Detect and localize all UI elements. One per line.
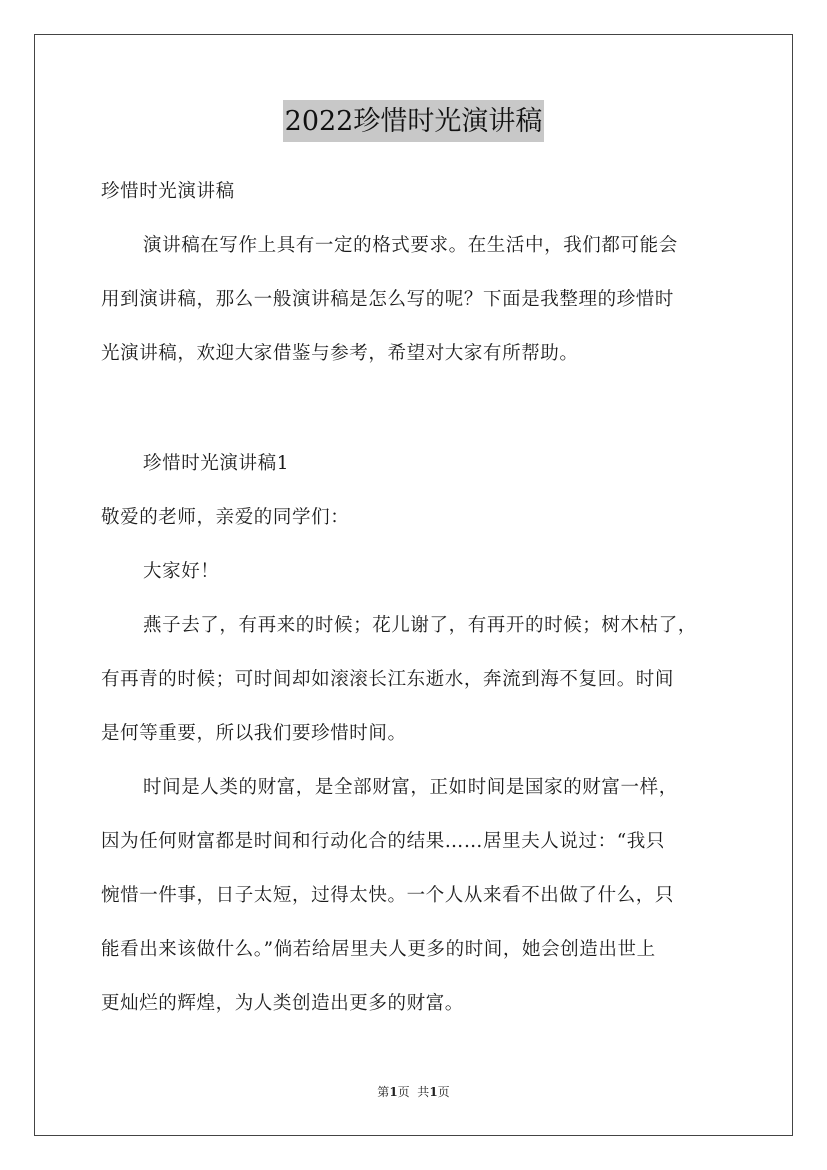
paragraph-line: 时间是人类的财富，是全部财富，正如时间是国家的财富一样，: [143, 777, 678, 798]
greeting: 大家好！: [143, 561, 220, 582]
footer-page-number: 1: [389, 1085, 398, 1099]
paragraph-line: 能看出来该做什么。”倘若给居里夫人更多的时间，她会创造出世上: [101, 939, 656, 960]
section-heading: 珍惜时光演讲稿1: [143, 453, 290, 474]
page-footer: [0, 1084, 827, 1100]
footer-mid: 页 共: [397, 1085, 430, 1099]
footer-suffix: 页: [437, 1085, 450, 1099]
paragraph-line: 因为任何财富都是时间和行动化合的结果……居里夫人说过：“我只: [101, 831, 665, 852]
intro-line: 光演讲稿，欢迎大家借鉴与参考，希望对大家有所帮助。: [101, 343, 579, 364]
paragraph-line: 有再青的时候；可时间却如滚滚长江东逝水，奔流到海不复回。时间: [101, 669, 675, 690]
title-container: [0, 100, 827, 142]
paragraph-line: 是何等重要，所以我们要珍惜时间。: [101, 723, 407, 744]
intro-line: 演讲稿在写作上具有一定的格式要求。在生活中，我们都可能会: [143, 235, 678, 256]
document-title: 2022珍惜时光演讲稿: [283, 100, 545, 142]
salutation: 敬爱的老师，亲爱的同学们：: [101, 507, 350, 528]
paragraph-line: 燕子去了，有再来的时候；花儿谢了，有再开的时候；树木枯了，: [143, 615, 697, 636]
paragraph-line: 惋惜一件事，日子太短，过得太快。一个人从来看不出做了什么，只: [101, 885, 675, 906]
footer-total-pages: 1: [429, 1085, 438, 1099]
document-subtitle: 珍惜时光演讲稿: [101, 181, 235, 202]
intro-line: 用到演讲稿，那么一般演讲稿是怎么写的呢？下面是我整理的珍惜时: [101, 289, 675, 310]
footer-prefix: 第: [377, 1085, 390, 1099]
paragraph-line: 更灿烂的辉煌，为人类创造出更多的财富。: [101, 993, 464, 1014]
